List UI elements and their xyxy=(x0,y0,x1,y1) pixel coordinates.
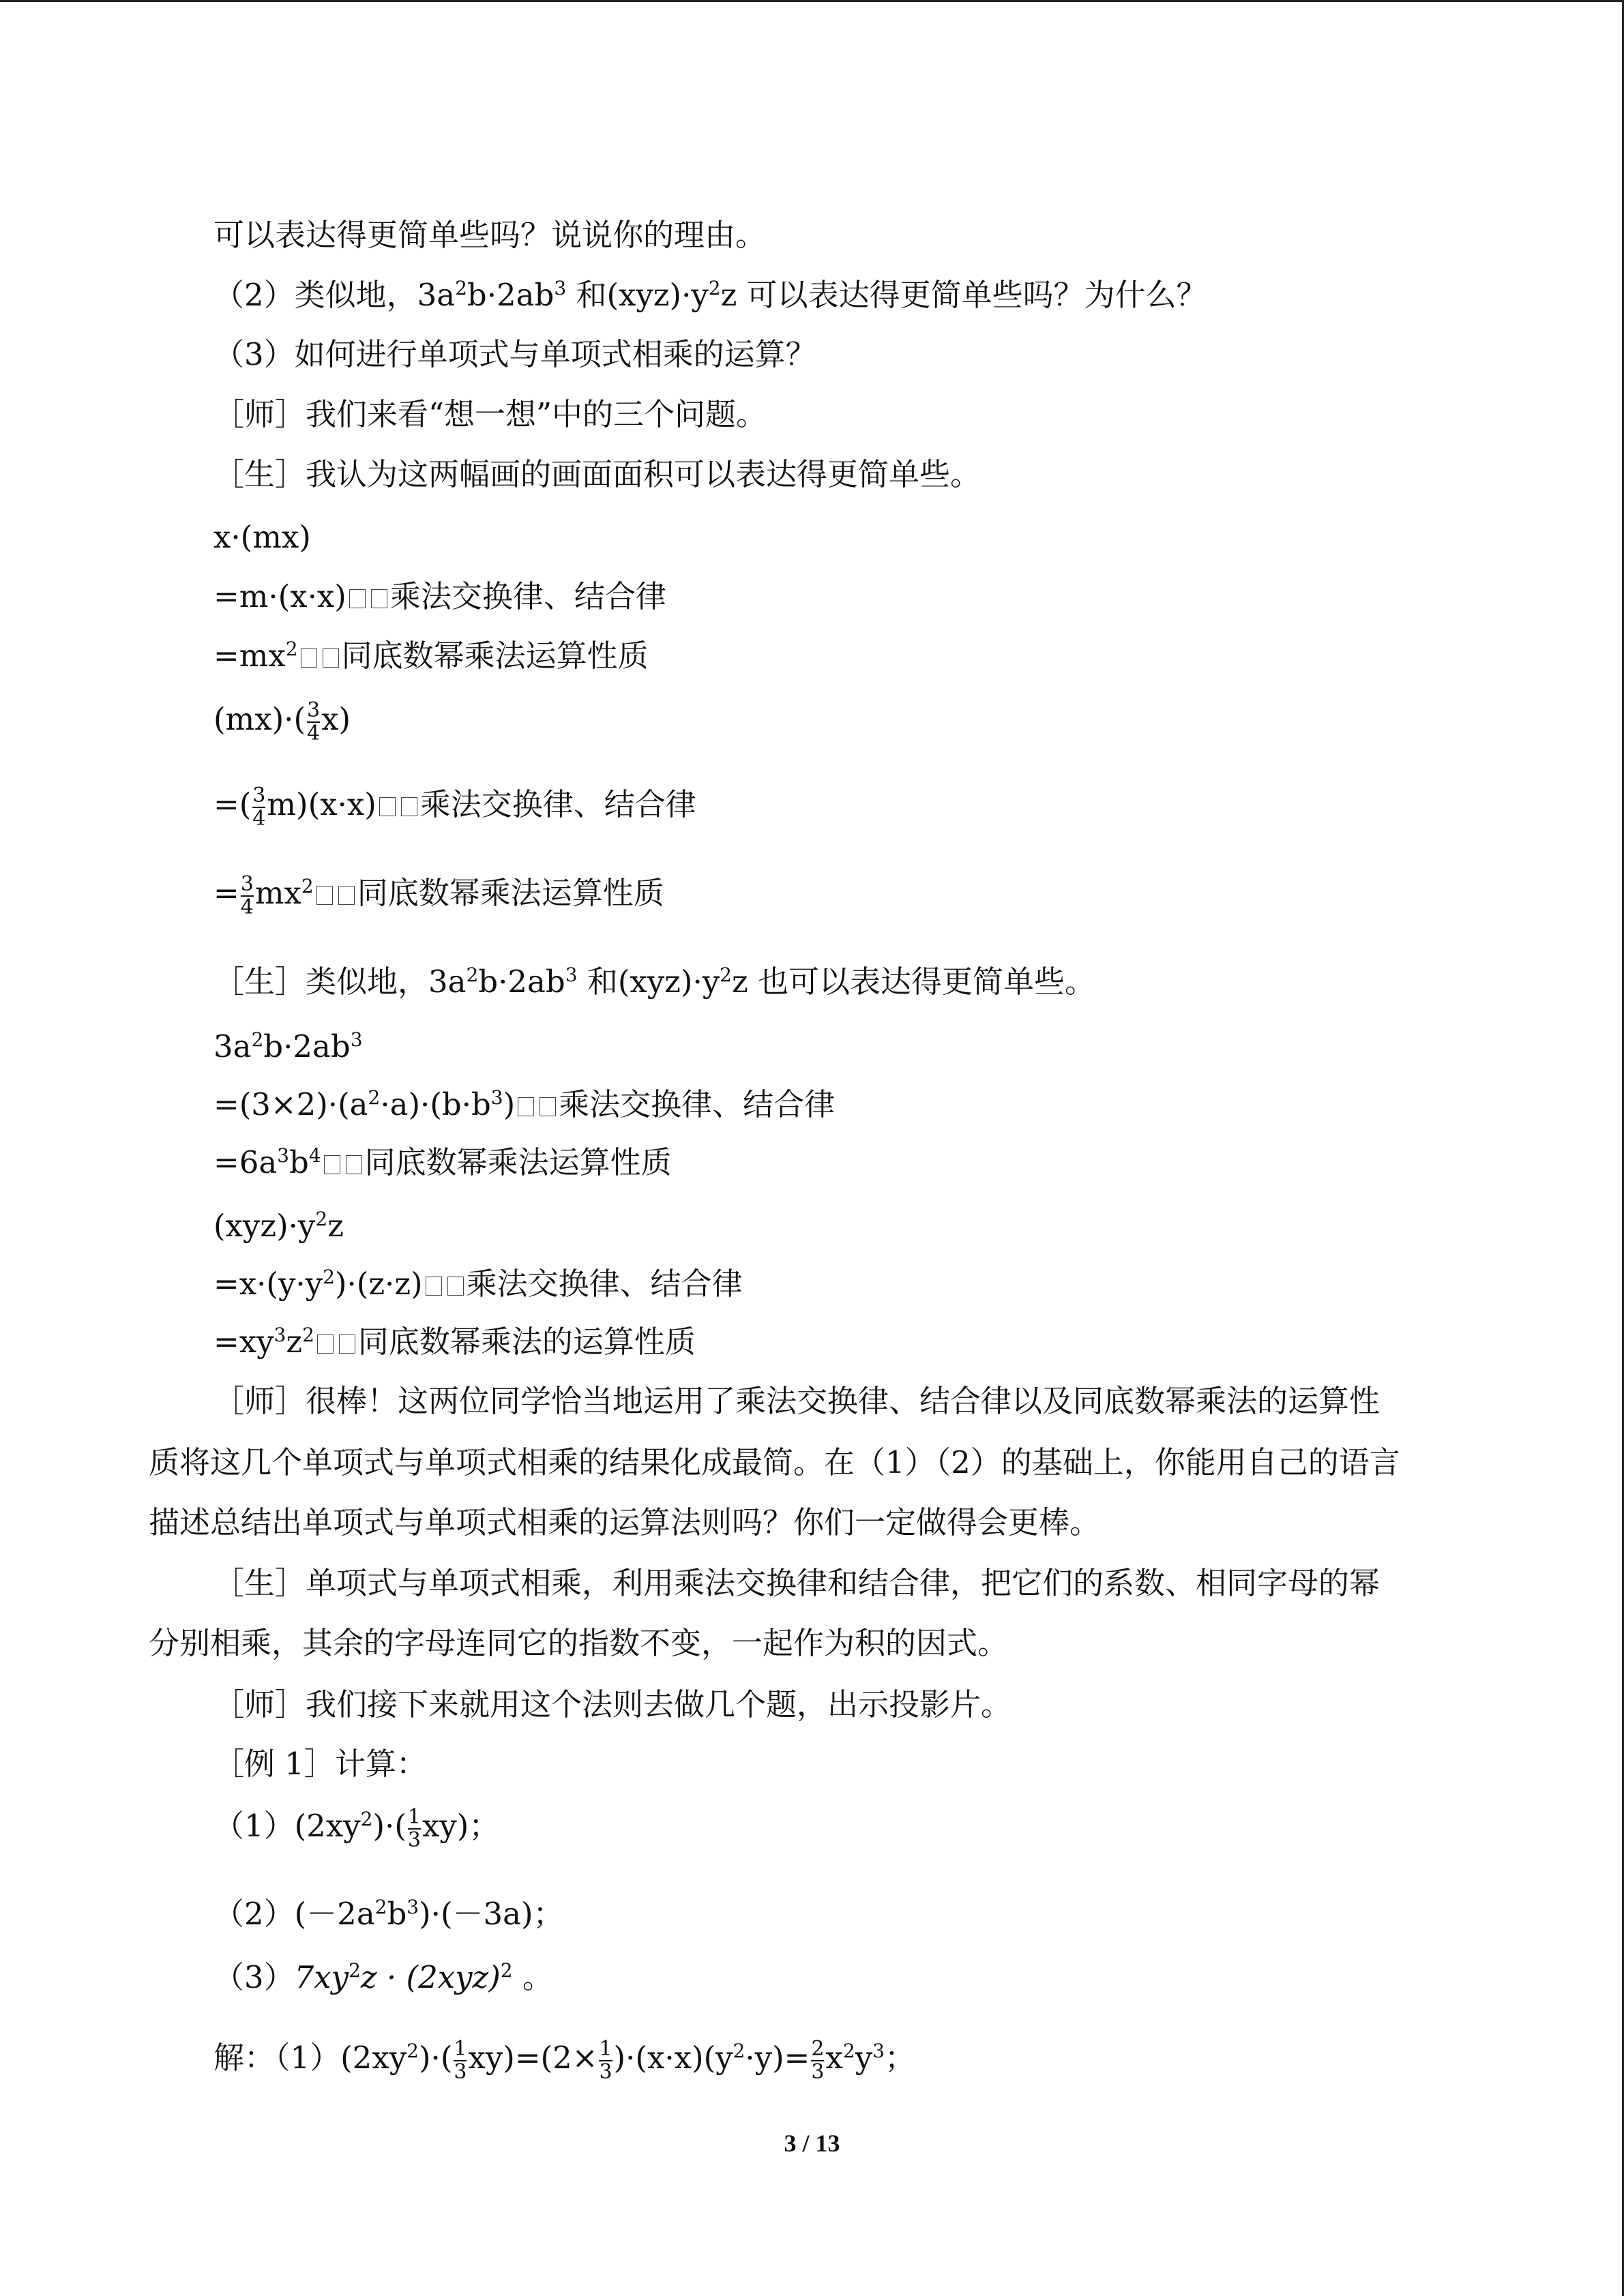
example-item-2: $(2)(-2a^2b^3)\cdot(-3a)$； xyxy=(213,1896,564,1932)
question-3: （3）如何进行单项式与单项式相乘的运算？ xyxy=(213,336,816,372)
fraction: $\frac{1}{3}$ xyxy=(454,2036,467,2084)
math-line: x·(mx) xyxy=(213,519,311,555)
paragraph-line: ［师］我们接下来就用这个法则去做几个题，出示投影片。 xyxy=(213,1686,1012,1723)
math-line: $=xy^3z^2$ 同底数幂乘法的运算性质 xyxy=(213,1324,696,1360)
box-glyph xyxy=(339,1335,355,1354)
paragraph-line: 质将这几个单项式与单项式相乘的结果化成最简。在（1）（2）的基础上，你能用自己的语言 xyxy=(149,1444,1400,1480)
paragraph-line: 描述总结出单项式与单项式相乘的运算法则吗？你们一定做得会更棒。 xyxy=(149,1504,1101,1540)
box-glyph xyxy=(349,589,366,608)
math-line: =m·(x·x) 乘法交换律、结合律 xyxy=(213,578,666,614)
student-line: ［生］类似地，$3a^2b\cdot 2ab^3$ 和$(xyz)\cdot y^2z$ 也可以表达得更简单些。 xyxy=(213,964,1096,1000)
box-glyph xyxy=(323,648,339,668)
box-glyph xyxy=(426,1277,442,1296)
math-line: $=(3\times 2)\cdot(a^2\cdot a)\cdot(b\cdot b^3)$ 乘法交换律、结合律 xyxy=(213,1086,836,1122)
student-line: ［生］我认为这两幅画的画面面积可以表达得更简单些。 xyxy=(213,456,981,492)
box-glyph xyxy=(447,1277,464,1296)
teacher-line: ［师］我们来看“想一想”中的三个问题。 xyxy=(213,396,767,432)
question-2: （2）类似地，$3a^2b\cdot 2ab^3$ 和$(xyz)\cdot y^2z$ 可以表达得更简单些吗？为什么？ xyxy=(213,277,1207,313)
page-number: 3 / 13 xyxy=(784,2130,840,2157)
fraction: $\frac{2}{3}$ xyxy=(811,2036,825,2084)
fraction: $\frac{1}{3}$ xyxy=(407,1804,421,1852)
example-item-3: $(3)7xy^2z \cdot (2xyz)^2$ 。 xyxy=(213,1959,553,1995)
fraction: $\frac{3}{4}$ xyxy=(252,783,266,831)
box-glyph xyxy=(317,1335,334,1354)
paragraph-line: ［生］单项式与单项式相乘，利用乘法交换律和结合律，把它们的系数、相同字母的幂 xyxy=(213,1565,1381,1601)
paragraph-line: 分别相乘，其余的字母连同它的指数不变，一起作为积的因式。 xyxy=(149,1625,1009,1661)
example-title: ［例 1］计算： xyxy=(213,1746,427,1782)
fraction: $\frac{1}{3}$ xyxy=(599,2036,612,2084)
math-line: =( $\frac{3}{4}$ m)(x·x) 乘法交换律、结合律 xyxy=(213,783,696,831)
box-glyph xyxy=(379,797,396,816)
box-glyph xyxy=(316,886,333,905)
fraction: $\frac{3}{4}$ xyxy=(240,871,254,919)
box-glyph xyxy=(371,589,387,608)
math-line: = $\frac{3}{4}$ $mx^2$ 同底数幂乘法运算性质 xyxy=(213,871,664,919)
example-item-1: $(1)(2xy^2)\cdot$( $\frac{1}{3}$ xy)； xyxy=(213,1804,500,1852)
box-glyph xyxy=(401,797,417,816)
box-glyph xyxy=(518,1097,534,1116)
math-line: $=x\cdot(y\cdot y^2)\cdot(z\cdot z)$ 乘法交换律、结合律 xyxy=(213,1266,743,1302)
math-line: $3a^2b\cdot 2ab^3$ xyxy=(213,1028,363,1064)
box-glyph xyxy=(338,886,355,905)
solution-line: 解：$(1)(2xy^2)\cdot$( $\frac{1}{3}$ xy)=(2× $\frac{1}{3}$ )$\cdot(x\cdot x)(y^2\cdot y)=$ $\frac{2}{3}$ $x^2y^3$； xyxy=(213,2036,915,2084)
box-glyph xyxy=(540,1097,556,1116)
box-glyph xyxy=(301,648,317,668)
paragraph-line: ［师］很棒！这两位同学恰当地运用了乘法交换律、结合律以及同底数幂乘法的运算性 xyxy=(213,1383,1381,1419)
box-glyph xyxy=(346,1155,362,1174)
box-glyph xyxy=(324,1155,340,1174)
page-top-border xyxy=(0,0,1624,2)
text-line: 可以表达得更简单些吗？说说你的理由。 xyxy=(213,217,767,253)
fraction: $\frac{3}{4}$ xyxy=(307,698,321,745)
math-line: $=mx^2$ 同底数幂乘法运算性质 xyxy=(213,638,649,674)
math-line: (mx)·( $\frac{3}{4}$ x) xyxy=(213,698,351,745)
math-line: $=6a^3b^4$ 同底数幂乘法运算性质 xyxy=(213,1144,672,1180)
math-line: $(xyz)\cdot y^2z$ xyxy=(213,1208,344,1244)
